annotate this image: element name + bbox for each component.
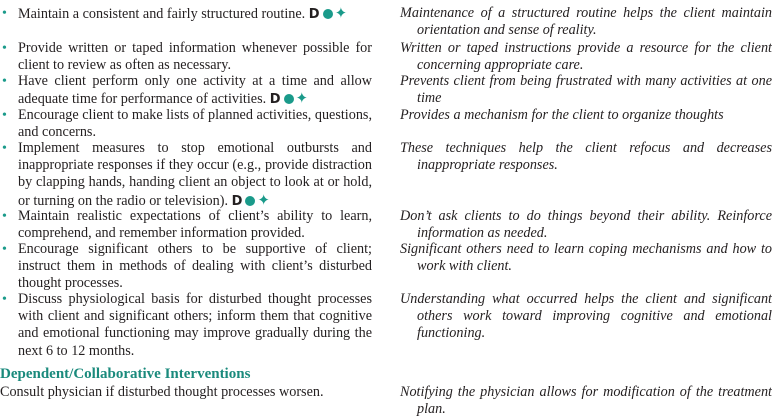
bullet-icon: • [2, 108, 7, 123]
intervention-text [0, 140, 372, 210]
rationale-text: Notifying the physician allows for modification of the treatment plan. [400, 384, 772, 418]
intervention-text [0, 73, 372, 108]
star-icon: ✦ [334, 4, 348, 22]
star-icon: ✦ [257, 190, 270, 209]
intervention-text: Consult physician if disturbed thought processes worsen. [0, 384, 324, 400]
intervention-text: Maintain realistic expectations of client’s ability to learn, comprehend, and remember information provided. [18, 208, 372, 242]
bullet-icon: • [2, 74, 7, 89]
intervention-text: Encourage client to make lists of planned activities, questions, and concerns. [18, 107, 372, 141]
intervention-text: Discuss physiological basis for disturbed thought processes with client and significant others; inform them that cognitive and emotional functioning may improve gradually during the next 6 to 12 months. [18, 291, 372, 359]
d-icon: D [308, 7, 320, 22]
icon-group [308, 4, 348, 22]
rationale-text: Significant others need to learn coping mechanisms and how to work with client. [400, 241, 772, 275]
rationale-text: Written or taped instructions provide a resource for the client concerning appropriate care. [400, 40, 772, 74]
intervention-text [0, 5, 372, 23]
rationale-text: Provides a mechanism for the client to organize thoughts [400, 107, 724, 123]
bullet-icon: • [2, 6, 7, 21]
dot-icon [284, 94, 294, 104]
rationale-text: Prevents client from being frustrated with many activities at one time [400, 73, 772, 107]
star-icon: ✦ [295, 89, 309, 108]
intervention-label: Maintain a consistent and fairly structured routine. [18, 6, 306, 22]
bullet-icon: • [2, 141, 7, 156]
d-icon: D [231, 193, 243, 209]
intervention-text: Encourage significant others to be supportive of client; instruct them in methods of dealing with client’s disturbed thought processes. [18, 241, 372, 292]
bullet-icon: • [2, 292, 7, 307]
intervention-label: Have client perform only one activity at a time and allow adequate time for performance of activities. [18, 73, 372, 108]
dot-icon [245, 196, 255, 206]
section-heading: Dependent/Collaborative Interventions [0, 366, 251, 382]
d-icon: D [269, 92, 281, 108]
bullet-icon: • [2, 209, 7, 224]
intervention-label: Implement measures to stop emotional outbursts and inappropriate responses if they occur (e.g., provide distraction by clapping hands, handing client an object to look at or hold, or turning on the radio or television). [18, 140, 372, 209]
icon-group [269, 89, 309, 108]
intervention-text: Provide written or taped information whenever possible for client to review as often as necessary. [18, 40, 372, 74]
dot-icon [323, 9, 333, 19]
rationale-text: Maintenance of a structured routine helps the client maintain orientation and sense of reality. [400, 5, 772, 39]
rationale-text: Don’t ask clients to do things beyond their ability. Reinforce information as needed. [400, 208, 772, 242]
rationale-text: Understanding what occurred helps the client and significant others work toward improving cognitive and emotional functioning. [400, 291, 772, 342]
rationale-text: These techniques help the client refocus and decreases inappropriate responses. [400, 140, 772, 174]
bullet-icon: • [2, 41, 7, 56]
icon-group [231, 190, 270, 209]
bullet-icon: • [2, 242, 7, 257]
